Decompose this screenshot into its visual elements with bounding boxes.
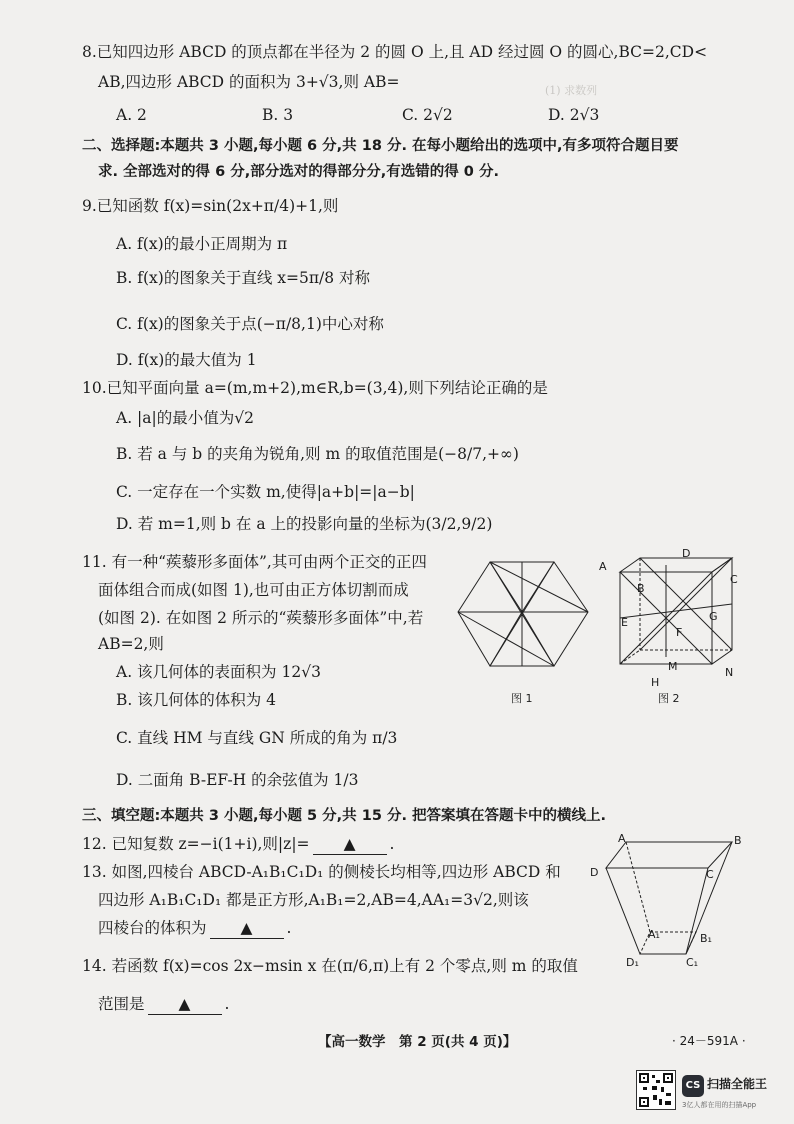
- q11-fig2-label-c: C: [730, 573, 738, 586]
- q8-line1: 8.已知四边形 ABCD 的顶点都在半径为 2 的圆 O 上,且 AD 经过圆 O 的圆心,BC=2,CD<: [82, 43, 708, 61]
- q11-fig2-label-g: G: [709, 610, 718, 623]
- q8-option-d: D. 2√3: [548, 106, 600, 124]
- q13-end: .: [286, 919, 292, 937]
- q14-line2: [98, 994, 229, 1015]
- q13-fig-label-c: C: [706, 868, 714, 881]
- q13-fig-label-a1: A₁: [648, 928, 660, 941]
- q11-fig2-label-f: F: [676, 626, 683, 639]
- q9-stem: 9.已知函数 f(x)=sin(2x+π/4)+1,则: [82, 197, 339, 215]
- q12-answer-blank[interactable]: ▲: [313, 834, 387, 855]
- bleed-through-text: (1) 求数列: [545, 84, 598, 97]
- q13-text: 四棱台的体积为: [98, 919, 207, 937]
- q11-figure1: [450, 556, 590, 676]
- q11-option-b: B. 该几何体的体积为 4: [116, 691, 277, 709]
- q13-figure: [600, 834, 740, 964]
- q12-end: .: [389, 835, 395, 853]
- q9-option-a: A. f(x)的最小正周期为 π: [116, 235, 288, 253]
- page-footer: 【高一数学 第 2 页(共 4 页)】: [318, 1034, 517, 1050]
- q13-answer-blank[interactable]: ▲: [210, 918, 284, 939]
- q9-option-d: D. f(x)的最大值为 1: [116, 351, 257, 369]
- section3-heading: 三、填空题:本题共 3 小题,每小题 5 分,共 15 分. 把答案填在答题卡中的横线上.: [82, 808, 607, 824]
- q11-fig2-label-h: H: [651, 676, 660, 689]
- q11-option-d: D. 二面角 B-EF-H 的余弦值为 1/3: [116, 771, 359, 789]
- q8-line2: AB,四边形 ABCD 的面积为 3+√3,则 AB=: [98, 73, 400, 91]
- q10-stem: 10.已知平面向量 a=(m,m+2),m∈R,b=(3,4),则下列结论正确的是: [82, 379, 548, 397]
- q14-end: .: [224, 995, 230, 1013]
- q11-fig2-label-a: A: [599, 560, 607, 573]
- q11-fig2-label-e: E: [621, 616, 628, 629]
- q14-answer-blank[interactable]: ▲: [148, 994, 222, 1015]
- q11-fig2-label-b: B: [637, 582, 645, 595]
- q14-text: 范围是: [98, 995, 145, 1013]
- section2-subheading: 求. 全部选对的得 6 分,部分选对的得部分分,有选错的得 0 分.: [98, 164, 499, 180]
- q11-line4: AB=2,则: [98, 635, 164, 653]
- q13-fig-label-b1: B₁: [700, 932, 712, 945]
- q13-fig-label-a: A: [618, 832, 626, 845]
- q9-option-b: B. f(x)的图象关于直线 x=5π/8 对称: [116, 269, 371, 287]
- q11-figure2-caption: 图 2: [658, 692, 680, 705]
- q12-stem: [82, 834, 394, 855]
- q13-fig-label-c1: C₁: [686, 956, 699, 969]
- q11-option-c: C. 直线 HM 与直线 GN 所成的角为 π/3: [116, 729, 398, 747]
- camscanner-name: 扫描全能王: [707, 1077, 768, 1091]
- q13-fig-label-d1: D₁: [626, 956, 639, 969]
- q11-line1: 11. 有一种“蒺藜形多面体”,其可由两个正交的正四: [82, 553, 427, 571]
- q9-option-c: C. f(x)的图象关于点(−π/8,1)中心对称: [116, 315, 384, 333]
- q11-fig2-label-n: N: [725, 666, 734, 679]
- q11-fig2-label-m: M: [668, 660, 678, 673]
- q12-text: 12. 已知复数 z=−i(1+i),则|z|=: [82, 835, 310, 853]
- exam-code: · 24－591A ·: [672, 1034, 746, 1048]
- q8-option-c: C. 2√2: [402, 106, 453, 124]
- q13-line1: 13. 如图,四棱台 ABCD-A₁B₁C₁D₁ 的侧棱长均相等,四边形 ABCD 和: [82, 863, 561, 881]
- q13-line3: [98, 918, 291, 939]
- q11-figure1-caption: 图 1: [511, 692, 533, 705]
- q10-option-b: B. 若 a 与 b 的夹角为锐角,则 m 的取值范围是(−8/7,+∞): [116, 445, 519, 463]
- q11-line3: (如图 2). 在如图 2 所示的“蒺藜形多面体”中,若: [98, 609, 424, 627]
- camscanner-tagline: 3亿人都在用的扫描App: [682, 1101, 757, 1109]
- q13-fig-label-b: B: [734, 834, 742, 847]
- q14-line1: 14. 若函数 f(x)=cos 2x−msin x 在(π/6,π)上有 2 个零点,则 m 的取值: [82, 957, 578, 975]
- q13-line2: 四边形 A₁B₁C₁D₁ 都是正方形,A₁B₁=2,AB=4,AA₁=3√2,则该: [98, 891, 529, 909]
- section2-heading: 二、选择题:本题共 3 小题,每小题 6 分,共 18 分. 在每小题给出的选项中,有多项符合题目要: [82, 138, 679, 154]
- q10-option-a: A. |a|的最小值为√2: [116, 409, 254, 427]
- q8-option-a: A. 2: [116, 106, 147, 124]
- q10-option-c: C. 一定存在一个实数 m,使得|a+b|=|a−b|: [116, 483, 415, 501]
- q11-option-a: A. 该几何体的表面积为 12√3: [116, 663, 321, 681]
- q10-option-d: D. 若 m=1,则 b 在 a 上的投影向量的坐标为(3/2,9/2): [116, 515, 493, 533]
- camscanner-logo: CS: [682, 1075, 704, 1097]
- q8-option-b: B. 3: [262, 106, 294, 124]
- q11-fig2-label-d: D: [682, 547, 691, 560]
- q11-line2: 面体组合而成(如图 1),也可由正方体切割而成: [98, 581, 409, 599]
- q13-fig-label-d: D: [590, 866, 599, 879]
- qr-code-icon: [636, 1070, 676, 1110]
